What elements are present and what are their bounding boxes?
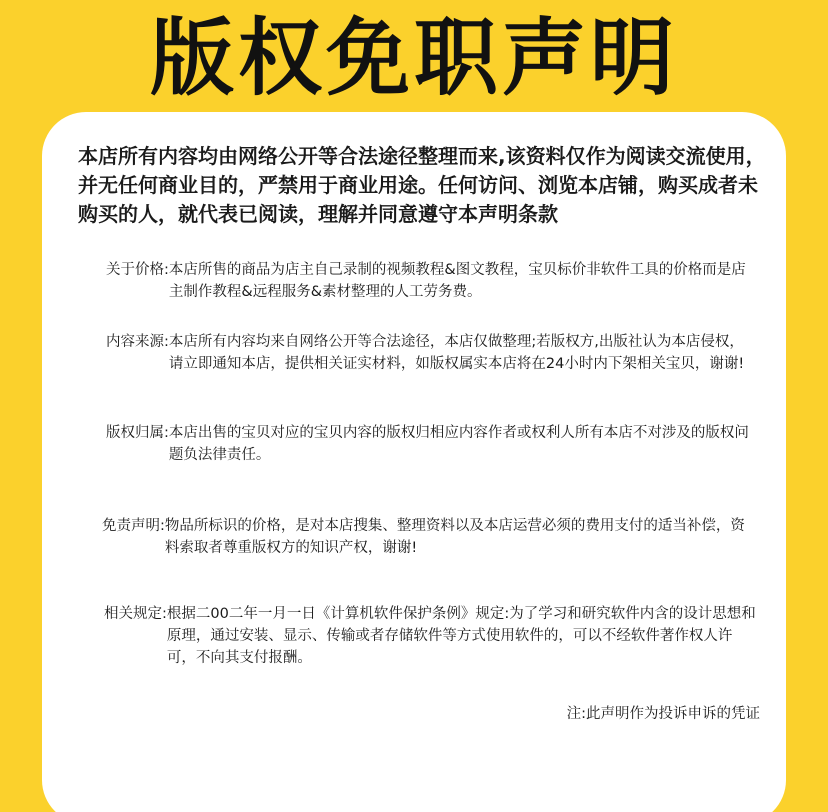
section-label: 相关规定: [104, 606, 167, 622]
intro-paragraph: 本店所有内容均由网络公开等合法途径整理而来,该资料仅作为阅读交流使用，并无任何商业目的，严禁用于商业用途。任何访问、浏览本店铺，购买成者未购买的人，就代表已阅读，理解并同意遵守本声明条款 [78, 144, 766, 226]
section-body: 本店所售的商品为店主自己录制的视频教程&图文教程，宝贝标价非软件工具的价格而是店主制作教程&远程服务&素材整理的人工劳务费。 [168, 262, 746, 300]
section-label: 内容来源: [106, 334, 169, 350]
section-source [106, 331, 756, 375]
section-body: 根据二00二年一月一日《计算机软件保护条例》规定:为了学习和研究软件内含的设计思想和原理，通过安装、显示、传输或者存储软件等方式使用软件的，可以不经软件著作权人许可，不向其支付报酬。 [166, 606, 756, 666]
section-copyright [106, 422, 756, 466]
section-label: 版权归属: [106, 425, 169, 441]
section-price [106, 259, 746, 303]
section-label: 免责声明: [102, 518, 165, 534]
section-regulations [104, 603, 760, 669]
page-title: 版权免职声明 [149, 9, 678, 107]
section-body: 本店出售的宝贝对应的宝贝内容的版权归相应内容作者或权利人所有本店不对涉及的版权问题负法律责任。 [168, 425, 749, 463]
section-body: 本店所有内容均来自网络公开等合法途径，本店仅做整理;若版权方,出版社认为本店侵权，请立即通知本店，提供相关证实材料，如版权属实本店将在24小时内下架相关宝贝，谢谢! [168, 334, 745, 372]
section-body: 物品所标识的价格，是对本店搜集、整理资料以及本店运营必须的费用支付的适当补偿，资料索取者尊重版权方的知识产权，谢谢! [164, 518, 745, 556]
section-disclaimer [102, 515, 754, 559]
footer-note: 注:此声明作为投诉申诉的凭证 [566, 706, 760, 722]
section-label: 关于价格: [106, 262, 169, 278]
